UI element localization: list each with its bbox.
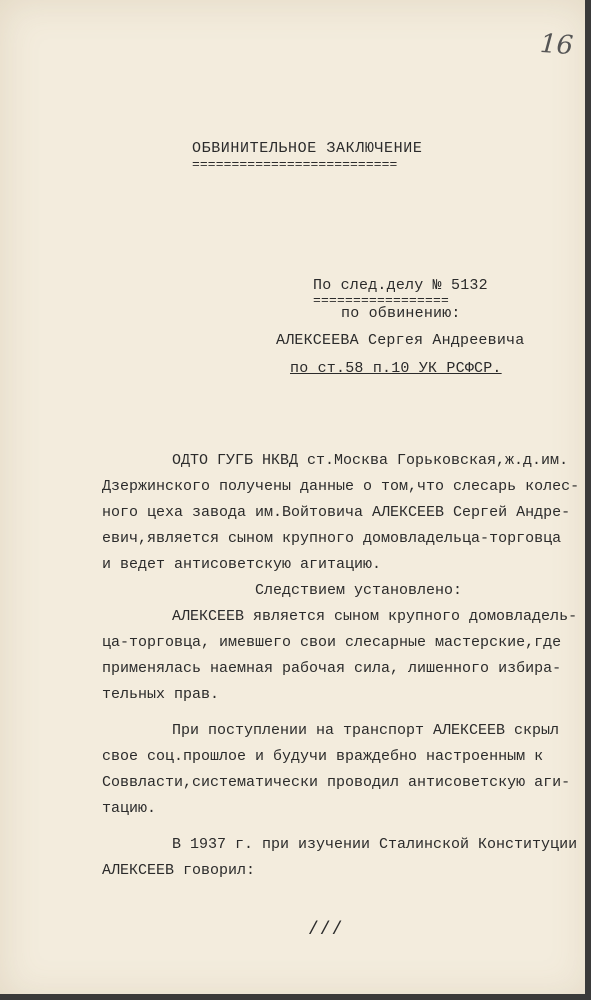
accused-name: АЛЕКСЕЕВА Сергея Андреевича xyxy=(276,332,525,349)
body-line: тацию. xyxy=(102,800,157,817)
body-line: Дзержинского получены данные о том,что слесарь колес- xyxy=(102,478,580,495)
charge-label: по обвинению: xyxy=(341,305,461,322)
document-body xyxy=(92,448,580,884)
body-line: свое соц.прошлое и будучи враждебно настроенным к xyxy=(102,748,544,765)
body-line: АЛЕКСЕЕВ говорил: xyxy=(102,862,256,879)
body-line: применялась наемная рабочая сила, лишенного избира- xyxy=(102,660,562,677)
continuation-mark: /// xyxy=(308,920,344,940)
body-line: ОДТО ГУГБ НКВД ст.Москва Горьковская,ж.д.им. xyxy=(172,452,569,469)
body-line: ца-торговца, имевшего свои слесарные мастерские,где xyxy=(102,634,562,651)
body-line: тельных прав. xyxy=(102,686,220,703)
body-line: При поступлении на транспорт АЛЕКСЕЕВ скрыл xyxy=(172,722,560,739)
page-edge-bottom xyxy=(0,994,591,1000)
handwritten-page-number: 16 xyxy=(538,28,575,62)
section-heading: Следствием установлено: xyxy=(255,582,463,599)
body-line: В 1937 г. при изучении Сталинской Конституции xyxy=(172,836,578,853)
document-title: ОБВИНИТЕЛЬНОЕ ЗАКЛЮЧЕНИЕ xyxy=(192,140,423,157)
body-line: АЛЕКСЕЕВ является сыном крупного домовладель- xyxy=(172,608,578,625)
case-number: По след.делу № 5132 xyxy=(313,277,488,294)
body-line: ного цеха завода им.Войтовича АЛЕКСЕЕВ Сергей Андре- xyxy=(102,504,571,521)
page-edge-right xyxy=(585,0,591,1000)
body-line: Соввласти,систематически проводил антисоветскую аги- xyxy=(102,774,571,791)
body-line: евич,является сыном крупного домовладельца-торговца xyxy=(102,530,562,547)
criminal-article: по ст.58 п.10 УК РСФСР. xyxy=(290,360,502,377)
title-underline: ========================== xyxy=(192,157,398,172)
body-line: и ведет антисоветскую агитацию. xyxy=(102,556,382,573)
case-underline: ================= xyxy=(313,293,450,308)
